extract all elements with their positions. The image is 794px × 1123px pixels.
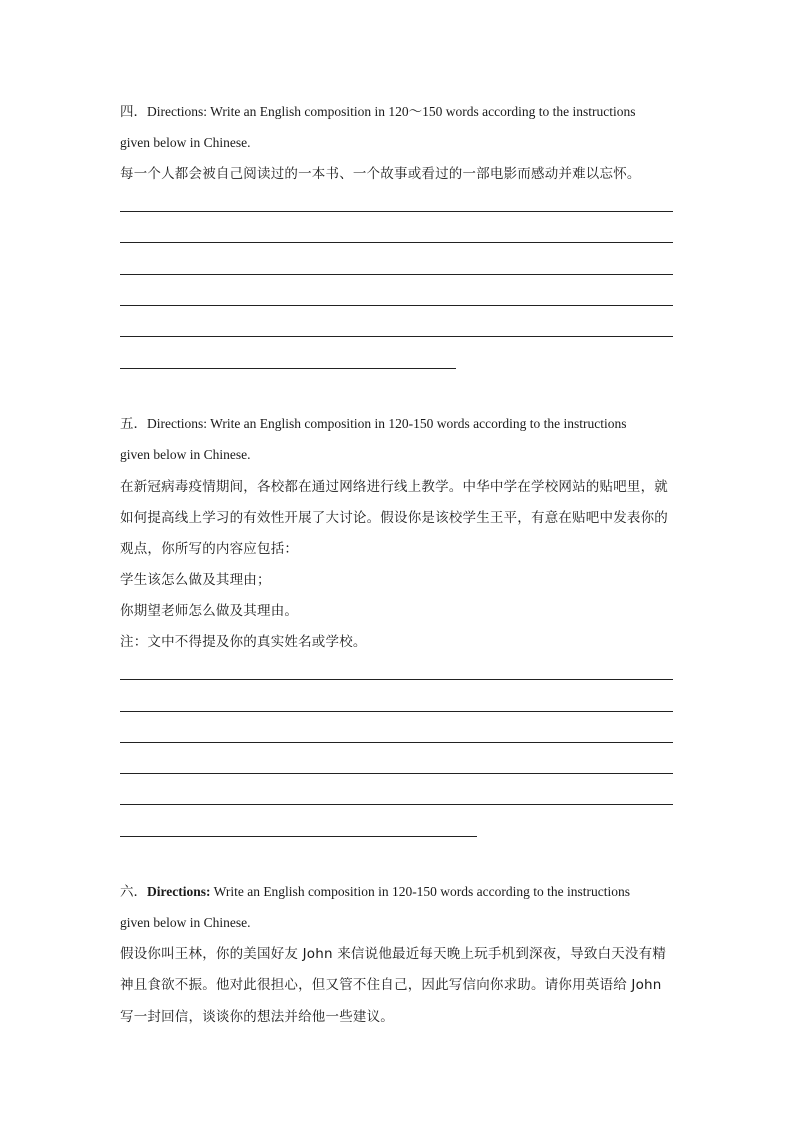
section5-prompt-line: 注：文中不得提及你的真实姓名或学校。 <box>120 634 367 650</box>
section4-prompt: 每一个人都会被自己阅读过的一本书、一个故事或看过的一部电影而感动并难以忘怀。 <box>120 166 641 182</box>
section6-prompt-line: 神且食欲不振。他对此很担心，但又管不住自己，因此写信向你求助。请你用英语给 John <box>120 977 662 993</box>
section5-directions-line1 <box>120 414 680 434</box>
answer-line <box>120 711 673 712</box>
answer-line <box>120 368 456 369</box>
section6-directions-line2: given below in Chinese. <box>120 915 251 930</box>
answer-line <box>120 742 673 743</box>
answer-line <box>120 679 673 680</box>
section5-prompt-line: 如何提高线上学习的有效性开展了大讨论。假设你是该校学生王平，有意在贴吧中发表你的 <box>120 510 668 526</box>
section6-directions-label: Directions: <box>147 884 211 899</box>
section6-prompt-line: 写一封回信，谈谈你的想法并给他一些建议。 <box>120 1009 394 1025</box>
section6-number: 六． <box>120 884 147 900</box>
answer-line <box>120 773 673 774</box>
section6-directions-line1 <box>120 882 680 902</box>
section5-prompt-line: 学生该怎么做及其理由； <box>120 572 271 588</box>
section5-prompt-line: 在新冠病毒疫情期间，各校都在通过网络进行线上教学。中华中学在学校网站的贴吧里，就 <box>120 479 668 495</box>
section5-directions-text: Directions: Write an English composition in 120-150 words according to the instructions <box>147 416 627 431</box>
answer-line <box>120 242 673 243</box>
section4-directions-line1 <box>120 102 680 122</box>
answer-line <box>120 305 673 306</box>
section5-number: 五． <box>120 416 147 432</box>
answer-line <box>120 836 477 837</box>
section4-number: 四． <box>120 104 147 120</box>
answer-line <box>120 804 673 805</box>
answer-line <box>120 211 673 212</box>
section4-directions-text: Directions: Write an English composition in 120～150 words according to the instructions <box>147 104 636 119</box>
answer-line <box>120 274 673 275</box>
answer-line <box>120 336 673 337</box>
section5-prompt-line: 你期望老师怎么做及其理由。 <box>120 603 299 619</box>
section4-directions-line2: given below in Chinese. <box>120 135 251 150</box>
section5-prompt-line: 观点，你所写的内容应包括： <box>120 541 299 557</box>
section6-prompt-line: 假设你叫王林，你的美国好友 John 来信说他最近每天晚上玩手机到深夜，导致白天没有精 <box>120 946 667 962</box>
section6-directions-text: Write an English composition in 120-150 words according to the instructions <box>210 884 631 899</box>
section5-directions-line2: given below in Chinese. <box>120 447 251 462</box>
